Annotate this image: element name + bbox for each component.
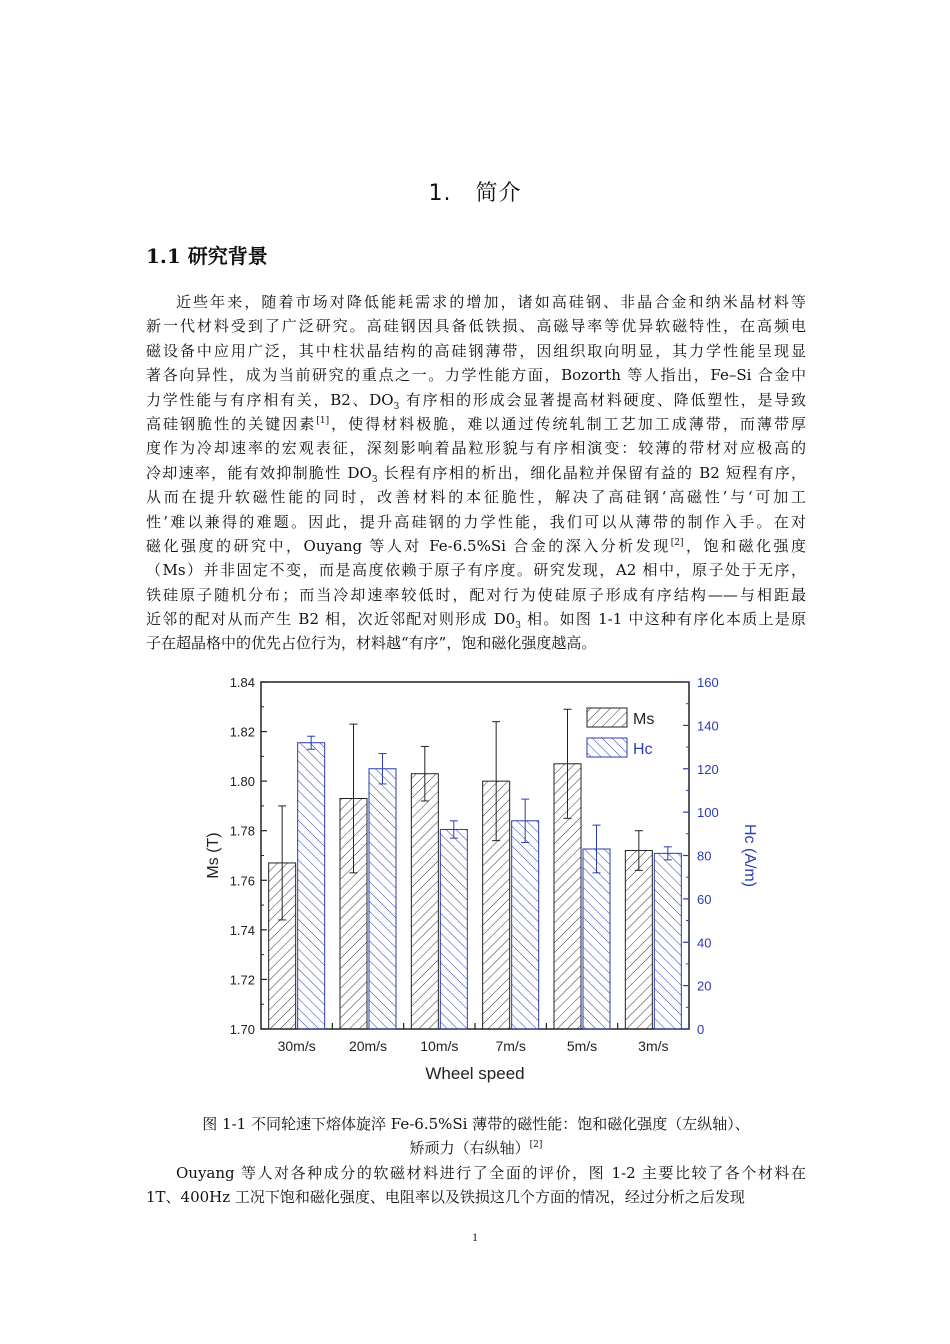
paragraph-line: Ouyang 等人对各种成分的软磁材料进行了全面的评价，图 1-2 主要比较了各个材料在 <box>176 1164 806 1182</box>
y-tick-label: 1.76 <box>229 873 255 889</box>
x-tick-label: 5m/s <box>566 1038 598 1054</box>
x-tick-label: 7m/s <box>495 1038 526 1054</box>
paragraph-line: 力学性能与有序相有关，B2、$DO_3$ 有序相的形成会显著提高材料硬度、降低塑性，是导致 <box>146 390 806 412</box>
hc-bar <box>298 743 325 1029</box>
ms-bar <box>411 774 438 1029</box>
y-tick-label: 1.82 <box>229 724 255 740</box>
section-title: 简介 <box>475 181 522 206</box>
figure-1-1 <box>205 668 758 1088</box>
paragraph-line: 铁硅原子随机分布；而当冷却速率较低时，配对行为使硅原子形成有序结构——与相距最 <box>146 585 806 604</box>
x-tick-label: 3m/s <box>638 1038 669 1054</box>
paragraph-line: 磁设备中应用广泛，其中柱状晶结构的高硅钢薄带，因组织取向明显，其力学性能呈现显 <box>146 341 806 360</box>
hc-bar <box>583 849 610 1029</box>
y-axis-label: Ms (T) <box>205 832 222 879</box>
y-tick-label: 1.70 <box>229 1022 255 1037</box>
subsection-heading: 1.1 研究背景 <box>146 244 268 268</box>
caption-line: 图 1-1 不同轮速下熔体旋淬 Fe-6.5%Si 薄带的磁性能：饱和磁化强度（左纵轴）、 <box>202 1115 750 1133</box>
x-axis-label: Wheel speed <box>425 1064 525 1083</box>
y-tick-label: 1.84 <box>229 675 255 690</box>
paragraph-line: 高硅钢脆性的关键因素[1]，使得材料极脆，难以通过传统轧制工艺加工成薄带，而薄带厚 <box>146 414 806 433</box>
citation: [1] <box>316 415 330 426</box>
citation: [2] <box>670 537 684 548</box>
subscript: 3 <box>393 401 400 412</box>
hc-bar <box>512 821 539 1029</box>
paragraph-line: 著各向异性，成为当前研究的重点之一。力学性能方面，Bozorth 等人指出，Fe–Si 合金中 <box>146 366 806 385</box>
y2-tick-label: 140 <box>697 718 719 734</box>
y2-tick-label: 160 <box>697 675 719 690</box>
bar-chart <box>205 668 758 1088</box>
subscript: 3 <box>371 474 378 485</box>
paragraph-line: 近邻的配对从而产生 B2 相，次近邻配对则形成 $D0_3$ 相。如图 1-1 中这种有序化本质上是原 <box>146 610 806 632</box>
paragraph-line: （Ms）并非固定不变，而是高度依赖于原子有序度。研究发现，A2 相中，原子处于无序， <box>146 561 806 580</box>
y2-tick-label: 120 <box>697 761 719 777</box>
y2-tick-label: 100 <box>697 805 719 821</box>
plot-frame <box>261 682 689 1029</box>
citation: [2] <box>529 1140 543 1150</box>
ms-bar <box>625 851 652 1029</box>
y2-tick-label: 60 <box>697 891 712 907</box>
paragraph-line: 度作为冷却速率的宏观表征，深刻影响着晶粒形貌与有序相演变：较薄的带材对应极高的 <box>146 439 806 458</box>
caption-line: 矫顽力（右纵轴）[2] <box>409 1139 543 1157</box>
legend-swatch-hc <box>587 738 627 757</box>
paragraph-line: 新一代材料受到了广泛研究。高硅钢因具备低铁损、高磁导率等优异软磁特性，在高频电 <box>146 317 806 336</box>
y-tick-label: 1.72 <box>229 972 255 988</box>
paragraph-line: 冷却速率，能有效抑制脆性 $DO_3$ 长程有序相的析出，细化晶粒并保留有益的 B2 短程有序， <box>146 463 806 485</box>
y2-tick-label: 80 <box>697 848 712 864</box>
figure-caption <box>146 1112 806 1160</box>
hc-bar <box>369 769 396 1029</box>
y-tick-label: 1.78 <box>229 823 255 839</box>
section-heading <box>0 176 950 207</box>
paragraph-line: 近些年来，随着市场对降低能耗需求的增加，诸如高硅钢、非晶合金和纳米晶材料等 <box>176 293 806 311</box>
x-tick-label: 10m/s <box>420 1038 459 1054</box>
body-paragraph-1 <box>146 290 806 656</box>
paragraph-line: 1T、400Hz 工况下饱和磁化强度、电阻率以及铁损这几个方面的情况，经过分析之后发现 <box>146 1188 745 1207</box>
paragraph-line: 子在超晶格中的优先占位行为，材料越“有序”，饱和磁化强度越高。 <box>146 634 597 653</box>
x-tick-label: 30m/s <box>277 1038 316 1054</box>
x-tick-label: 20m/s <box>348 1038 388 1054</box>
body-paragraph-2 <box>146 1161 806 1210</box>
y2-tick-label: 20 <box>697 978 712 994</box>
page-number: 1 <box>472 1230 478 1244</box>
hc-bar <box>654 853 681 1029</box>
y2-tick-label: 40 <box>697 935 712 951</box>
legend-label-hc: Hc <box>633 741 653 758</box>
paragraph-line: 从而在提升软磁性能的同时，改善材料的本征脆性，解决了高硅钢‘高磁性’与‘可加工 <box>146 488 806 507</box>
hc-bar <box>440 829 467 1029</box>
subscript: 3 <box>515 621 522 632</box>
paragraph-line: 磁化强度的研究中，Ouyang 等人对 Fe-6.5%Si 合金的深入分析发现[2]，饱和磁化强度 <box>146 536 806 555</box>
y-tick-label: 1.80 <box>229 774 255 790</box>
y-tick-label: 1.74 <box>229 922 255 938</box>
y2-axis-label: Hc (A/m) <box>741 823 758 888</box>
paragraph-line: 性’难以兼得的难题。因此，提升高硅钢的力学性能，我们可以从薄带的制作入手。在对 <box>146 512 806 531</box>
legend-swatch-ms <box>587 708 627 727</box>
legend-label-ms: Ms <box>633 711 655 728</box>
section-number: 1. <box>428 181 452 206</box>
y2-tick-label: 0 <box>697 1022 705 1037</box>
